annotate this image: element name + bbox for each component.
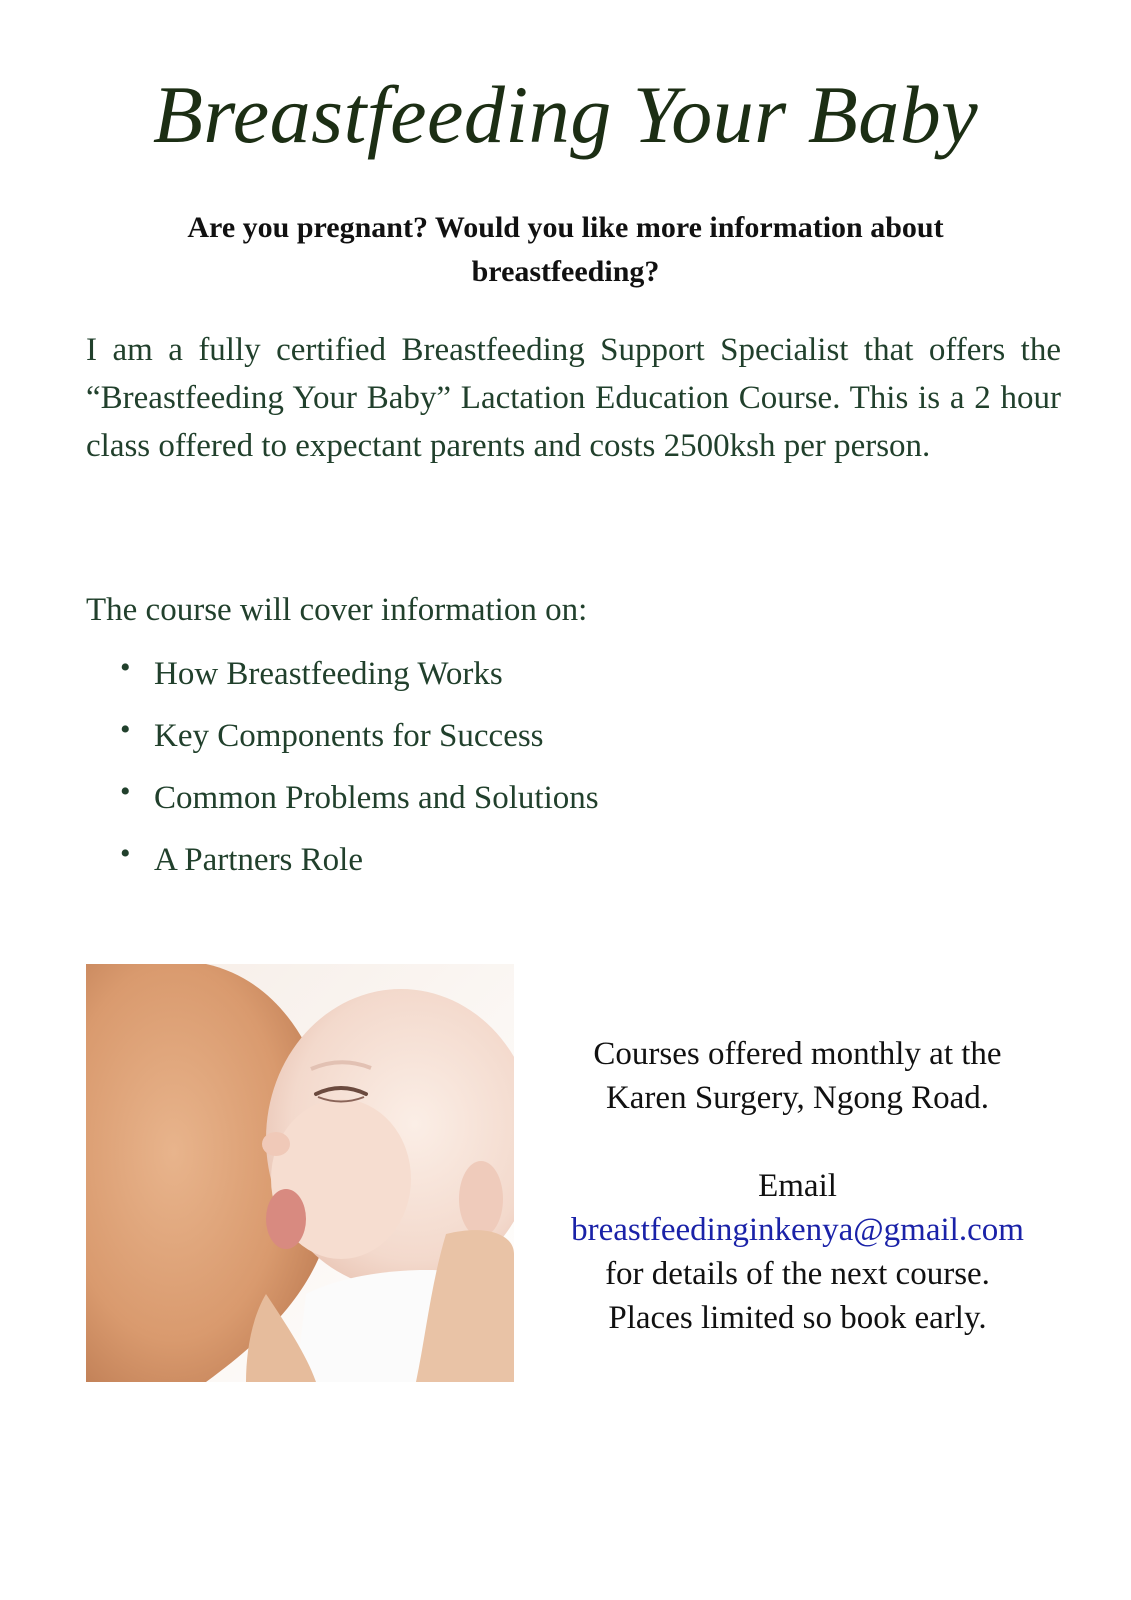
bullet-icon: • [120,837,131,870]
email-label: Email [758,1168,837,1204]
intro-paragraph: I am a fully certified Breastfeeding Support Specialist that offers the “Breastfeeding Your Baby” Lactation Education Course. This is a 2 hour class offered to expectant parents and costs 2500ksh per person. [86,332,1061,464]
email-link[interactable]: breastfeedinginkenya@gmail.com [571,1212,1024,1248]
info-line-4: Places limited so book early. [608,1300,987,1336]
page-title: Breastfeeding Your Baby [152,69,979,160]
info-line-3: for details of the next course. [605,1256,990,1292]
topic-label: A Partners Role [154,842,363,878]
bullet-icon: • [120,713,131,746]
bullet-icon: • [120,651,131,684]
topic-label: Key Components for Success [154,718,544,754]
info-line-1: Courses offered monthly at the [593,1036,1002,1072]
info-line-2: Karen Surgery, Ngong Road. [605,1080,990,1116]
course-info [520,1032,1075,1340]
topic-label: How Breastfeeding Works [154,656,503,692]
bullet-icon: • [120,775,131,808]
topic-label: Common Problems and Solutions [154,780,599,816]
subtitle-question: Are you pregnant? Would you like more information about breastfeeding? [187,211,944,288]
course-topics-heading: The course will cover information on: [86,592,588,628]
breastfeeding-photo [86,964,514,1382]
spacer [520,1120,1075,1164]
